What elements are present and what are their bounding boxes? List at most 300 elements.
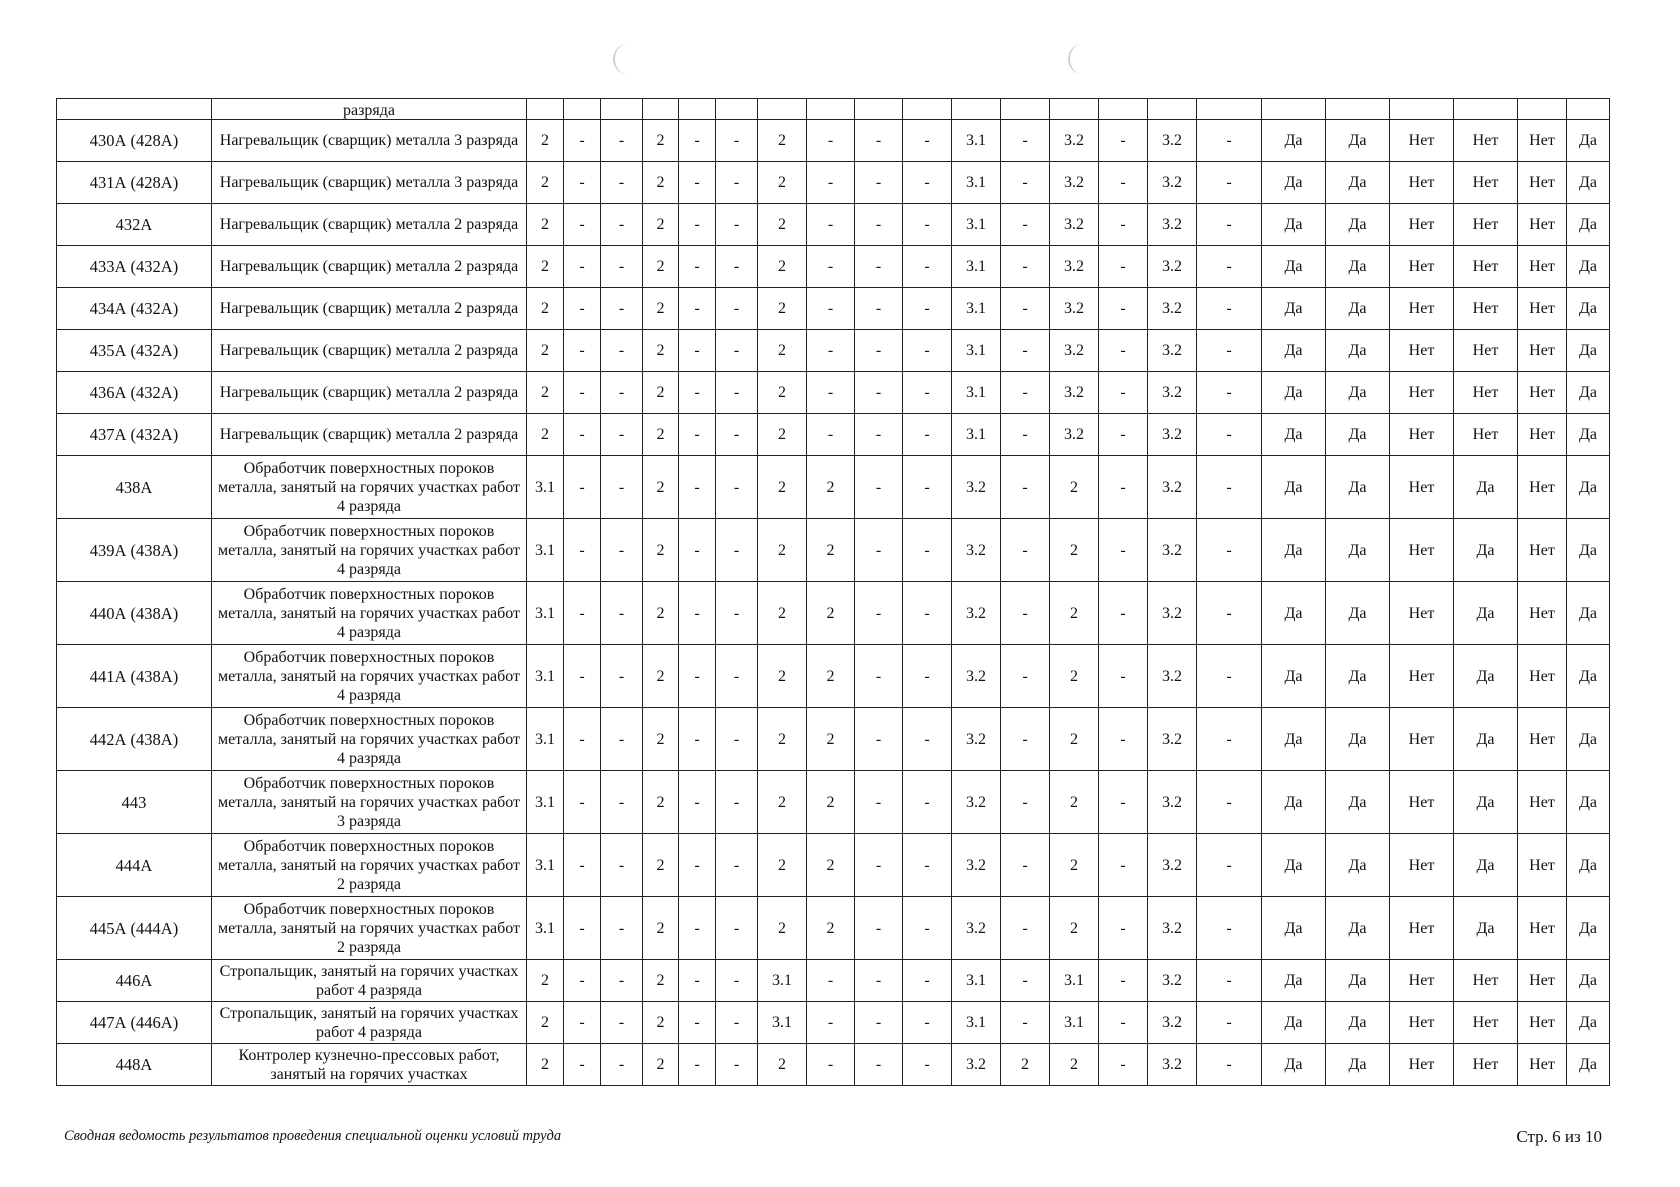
result-cell: 3.1: [527, 771, 564, 834]
result-cell: Нет: [1518, 372, 1567, 414]
result-cell: -: [903, 708, 952, 771]
result-cell: Да: [1567, 330, 1610, 372]
result-cell: Да: [1262, 204, 1326, 246]
result-cell: -: [679, 771, 716, 834]
result-cell: Нет: [1390, 645, 1454, 708]
result-cell: -: [716, 897, 758, 960]
result-cell: 3.1: [758, 1002, 807, 1044]
result-cell: -: [1099, 120, 1148, 162]
result-cell: -: [601, 330, 643, 372]
result-cell: -: [564, 897, 601, 960]
result-cell: 3.1: [952, 330, 1001, 372]
result-cell: Да: [1326, 519, 1390, 582]
result-cell: Да: [1326, 645, 1390, 708]
result-cell: -: [1197, 897, 1262, 960]
result-cell: [952, 99, 1001, 120]
result-cell: 3.2: [1050, 120, 1099, 162]
result-cell: -: [1001, 414, 1050, 456]
result-cell: Да: [1326, 1044, 1390, 1086]
result-cell: [1390, 99, 1454, 120]
result-cell: Да: [1326, 771, 1390, 834]
result-cell: -: [903, 120, 952, 162]
result-cell: 2: [527, 414, 564, 456]
result-cell: -: [601, 645, 643, 708]
result-cell: -: [855, 414, 903, 456]
result-cell: 2: [527, 204, 564, 246]
result-cell: 3.2: [952, 645, 1001, 708]
result-cell: -: [679, 708, 716, 771]
result-cell: [1050, 99, 1099, 120]
result-cell: -: [1001, 288, 1050, 330]
result-cell: Нет: [1454, 414, 1518, 456]
result-cell: -: [807, 246, 855, 288]
result-cell: 2: [527, 162, 564, 204]
result-cell: -: [1001, 645, 1050, 708]
result-cell: Нет: [1518, 1044, 1567, 1086]
result-cell: Да: [1454, 897, 1518, 960]
result-cell: -: [716, 645, 758, 708]
result-cell: -: [564, 246, 601, 288]
result-cell: 3.2: [1148, 834, 1197, 897]
result-cell: -: [716, 771, 758, 834]
result-cell: 2: [758, 162, 807, 204]
result-cell: Нет: [1518, 834, 1567, 897]
result-cell: -: [601, 204, 643, 246]
result-cell: -: [679, 414, 716, 456]
result-cell: 2: [643, 414, 679, 456]
result-cell: Нет: [1518, 120, 1567, 162]
result-cell: 2: [807, 456, 855, 519]
result-cell: 3.2: [1050, 330, 1099, 372]
result-cell: -: [679, 330, 716, 372]
workplace-id: 431А (428А): [57, 162, 212, 204]
result-cell: 2: [1050, 519, 1099, 582]
result-cell: 3.1: [952, 120, 1001, 162]
result-cell: 3.2: [1148, 1002, 1197, 1044]
result-cell: Да: [1262, 414, 1326, 456]
result-cell: 3.2: [952, 519, 1001, 582]
result-cell: -: [1099, 456, 1148, 519]
table-row: [57, 582, 1610, 645]
result-cell: -: [564, 1002, 601, 1044]
result-cell: Нет: [1518, 582, 1567, 645]
result-cell: -: [903, 645, 952, 708]
result-cell: -: [855, 897, 903, 960]
result-cell: 2: [527, 330, 564, 372]
result-cell: -: [1197, 162, 1262, 204]
result-cell: 3.2: [1148, 1044, 1197, 1086]
result-cell: Да: [1567, 960, 1610, 1002]
result-cell: -: [903, 519, 952, 582]
result-cell: -: [1001, 1002, 1050, 1044]
result-cell: -: [1001, 834, 1050, 897]
result-cell: 3.2: [1148, 246, 1197, 288]
table-row: [57, 414, 1610, 456]
table-row: [57, 834, 1610, 897]
table-row: [57, 1044, 1610, 1086]
result-cell: 2: [807, 771, 855, 834]
result-cell: 3.2: [1050, 204, 1099, 246]
result-cell: 2: [643, 960, 679, 1002]
result-cell: -: [1197, 204, 1262, 246]
result-cell: Да: [1262, 1044, 1326, 1086]
result-cell: -: [1099, 645, 1148, 708]
result-cell: 3.1: [952, 288, 1001, 330]
result-cell: Нет: [1454, 330, 1518, 372]
result-cell: -: [601, 372, 643, 414]
result-cell: Да: [1262, 771, 1326, 834]
result-cell: -: [807, 120, 855, 162]
workplace-id: 438А: [57, 456, 212, 519]
result-cell: 2: [758, 1044, 807, 1086]
result-cell: -: [1099, 372, 1148, 414]
result-cell: -: [679, 162, 716, 204]
result-cell: Нет: [1518, 1002, 1567, 1044]
table-row: [57, 99, 1610, 120]
result-cell: -: [1197, 960, 1262, 1002]
result-cell: -: [1197, 330, 1262, 372]
result-cell: [1148, 99, 1197, 120]
result-cell: 2: [643, 708, 679, 771]
result-cell: -: [601, 456, 643, 519]
result-cell: Нет: [1390, 372, 1454, 414]
result-cell: -: [855, 708, 903, 771]
result-cell: 2: [643, 330, 679, 372]
result-cell: 3.2: [1148, 771, 1197, 834]
position-name: Обработчик поверхностных пороков металла, занятый на горячих участках работ 4 разряда: [212, 645, 527, 708]
result-cell: [527, 99, 564, 120]
result-cell: Нет: [1454, 960, 1518, 1002]
result-cell: 2: [807, 582, 855, 645]
result-cell: -: [903, 897, 952, 960]
result-cell: -: [716, 456, 758, 519]
result-cell: -: [1197, 519, 1262, 582]
workplace-id: [57, 99, 212, 120]
result-cell: -: [1197, 771, 1262, 834]
result-cell: Да: [1262, 834, 1326, 897]
result-cell: -: [855, 330, 903, 372]
result-cell: Нет: [1390, 246, 1454, 288]
result-cell: -: [855, 1002, 903, 1044]
result-cell: Да: [1262, 372, 1326, 414]
result-cell: -: [903, 414, 952, 456]
result-cell: 3.2: [1050, 414, 1099, 456]
result-cell: -: [601, 834, 643, 897]
result-cell: -: [564, 120, 601, 162]
result-cell: 2: [758, 372, 807, 414]
result-cell: -: [1099, 246, 1148, 288]
result-cell: -: [1001, 204, 1050, 246]
result-cell: -: [564, 204, 601, 246]
result-cell: -: [679, 1044, 716, 1086]
result-cell: -: [807, 204, 855, 246]
result-cell: Да: [1567, 582, 1610, 645]
result-cell: Нет: [1518, 246, 1567, 288]
result-cell: -: [1001, 120, 1050, 162]
result-cell: -: [1197, 414, 1262, 456]
table-row: [57, 519, 1610, 582]
result-cell: -: [564, 645, 601, 708]
result-cell: 3.2: [1050, 372, 1099, 414]
result-cell: Нет: [1454, 204, 1518, 246]
workplace-id: 440А (438А): [57, 582, 212, 645]
result-cell: 3.2: [1148, 414, 1197, 456]
result-cell: 3.2: [952, 897, 1001, 960]
result-cell: -: [679, 960, 716, 1002]
document-caption: Сводная ведомость результатов проведения специальной оценки условий труда: [64, 1128, 562, 1144]
result-cell: 2: [807, 645, 855, 708]
result-cell: 2: [643, 645, 679, 708]
result-cell: Нет: [1454, 246, 1518, 288]
result-cell: [807, 99, 855, 120]
workplace-id: 442А (438А): [57, 708, 212, 771]
result-cell: -: [1099, 519, 1148, 582]
table-row: [57, 1002, 1610, 1044]
result-cell: -: [1099, 1002, 1148, 1044]
result-cell: -: [855, 246, 903, 288]
result-cell: 3.2: [1050, 162, 1099, 204]
table-row: [57, 330, 1610, 372]
result-cell: -: [679, 1002, 716, 1044]
workplace-id: 436А (432А): [57, 372, 212, 414]
result-cell: [643, 99, 679, 120]
result-cell: Да: [1567, 120, 1610, 162]
page-number: Стр. 6 из 10: [1516, 1127, 1602, 1146]
result-cell: Нет: [1454, 120, 1518, 162]
result-cell: 3.2: [1148, 204, 1197, 246]
result-cell: -: [1001, 519, 1050, 582]
result-cell: Нет: [1518, 204, 1567, 246]
result-cell: -: [1197, 246, 1262, 288]
result-cell: [716, 99, 758, 120]
result-cell: 2: [758, 834, 807, 897]
position-name: Нагревальщик (сварщик) металла 2 разряда: [212, 204, 527, 246]
result-cell: 3.2: [952, 456, 1001, 519]
result-cell: Да: [1326, 372, 1390, 414]
workplace-id: 432А: [57, 204, 212, 246]
result-cell: -: [564, 1044, 601, 1086]
result-cell: 2: [643, 120, 679, 162]
result-cell: 3.2: [1148, 960, 1197, 1002]
result-cell: Нет: [1518, 288, 1567, 330]
result-cell: Да: [1567, 1002, 1610, 1044]
result-cell: [855, 99, 903, 120]
result-cell: -: [903, 771, 952, 834]
result-cell: Нет: [1518, 456, 1567, 519]
result-cell: 3.1: [952, 960, 1001, 1002]
result-cell: -: [564, 519, 601, 582]
result-cell: -: [1001, 330, 1050, 372]
result-cell: [1197, 99, 1262, 120]
result-cell: 2: [807, 519, 855, 582]
result-cell: 2: [1050, 834, 1099, 897]
result-cell: Да: [1454, 645, 1518, 708]
result-cell: -: [1197, 582, 1262, 645]
result-cell: -: [855, 120, 903, 162]
result-cell: 3.2: [1148, 330, 1197, 372]
result-cell: -: [855, 519, 903, 582]
result-cell: -: [564, 834, 601, 897]
result-cell: -: [1197, 288, 1262, 330]
result-cell: 2: [527, 288, 564, 330]
result-cell: [1326, 99, 1390, 120]
result-cell: 2: [527, 246, 564, 288]
table-row: [57, 708, 1610, 771]
result-cell: 3.1: [527, 834, 564, 897]
result-cell: Да: [1567, 708, 1610, 771]
result-cell: -: [903, 960, 952, 1002]
workplace-id: 446А: [57, 960, 212, 1002]
result-cell: Нет: [1518, 519, 1567, 582]
result-cell: Да: [1262, 246, 1326, 288]
result-cell: Нет: [1390, 120, 1454, 162]
result-cell: [758, 99, 807, 120]
result-cell: 3.1: [952, 1002, 1001, 1044]
result-cell: 3.1: [527, 708, 564, 771]
result-cell: -: [564, 162, 601, 204]
result-cell: -: [679, 897, 716, 960]
result-cell: -: [855, 834, 903, 897]
result-cell: Да: [1454, 519, 1518, 582]
result-cell: -: [716, 330, 758, 372]
position-name: Обработчик поверхностных пороков металла, занятый на горячих участках работ 4 разряда: [212, 456, 527, 519]
punch-hole-mark-right: [1068, 44, 1096, 74]
result-cell: 2: [1050, 456, 1099, 519]
result-cell: -: [1099, 897, 1148, 960]
result-cell: -: [1099, 708, 1148, 771]
result-cell: Да: [1326, 204, 1390, 246]
result-cell: -: [855, 582, 903, 645]
result-cell: -: [855, 771, 903, 834]
table-row: [57, 204, 1610, 246]
result-cell: -: [601, 897, 643, 960]
result-cell: 3.1: [527, 456, 564, 519]
result-cell: Да: [1326, 288, 1390, 330]
result-cell: -: [807, 288, 855, 330]
result-cell: -: [903, 204, 952, 246]
result-cell: -: [807, 414, 855, 456]
result-cell: Да: [1262, 162, 1326, 204]
workplace-id: 444А: [57, 834, 212, 897]
result-cell: Нет: [1390, 960, 1454, 1002]
result-cell: Нет: [1518, 330, 1567, 372]
result-cell: 2: [643, 372, 679, 414]
table-row: [57, 246, 1610, 288]
result-cell: -: [716, 246, 758, 288]
result-cell: Да: [1262, 288, 1326, 330]
position-name: Обработчик поверхностных пороков металла, занятый на горячих участках работ 2 разряда: [212, 834, 527, 897]
result-cell: Да: [1454, 582, 1518, 645]
result-cell: 2: [1050, 771, 1099, 834]
result-cell: [564, 99, 601, 120]
result-cell: Да: [1567, 834, 1610, 897]
result-cell: -: [1197, 834, 1262, 897]
result-cell: Да: [1326, 414, 1390, 456]
result-cell: Нет: [1454, 1002, 1518, 1044]
table-row: [57, 771, 1610, 834]
result-cell: 2: [758, 204, 807, 246]
result-cell: -: [564, 771, 601, 834]
result-cell: Нет: [1454, 1044, 1518, 1086]
result-cell: -: [1197, 645, 1262, 708]
result-cell: Нет: [1390, 414, 1454, 456]
result-cell: 3.2: [1148, 645, 1197, 708]
result-cell: -: [807, 330, 855, 372]
result-cell: -: [1001, 708, 1050, 771]
result-cell: Нет: [1390, 162, 1454, 204]
result-cell: -: [1001, 456, 1050, 519]
result-cell: Да: [1567, 372, 1610, 414]
result-cell: -: [716, 708, 758, 771]
result-cell: -: [1099, 330, 1148, 372]
result-cell: -: [601, 708, 643, 771]
result-cell: -: [1197, 708, 1262, 771]
result-cell: -: [601, 414, 643, 456]
result-cell: 2: [758, 288, 807, 330]
result-cell: -: [855, 372, 903, 414]
result-cell: -: [1197, 372, 1262, 414]
result-cell: -: [855, 204, 903, 246]
result-cell: Да: [1567, 645, 1610, 708]
result-cell: Нет: [1390, 582, 1454, 645]
result-cell: Нет: [1390, 1002, 1454, 1044]
result-cell: -: [1099, 162, 1148, 204]
result-cell: -: [716, 960, 758, 1002]
result-cell: 3.1: [758, 960, 807, 1002]
result-cell: 3.2: [1148, 456, 1197, 519]
position-name: разряда: [212, 99, 527, 120]
result-cell: Да: [1567, 246, 1610, 288]
result-cell: Нет: [1390, 708, 1454, 771]
result-cell: Да: [1454, 834, 1518, 897]
result-cell: -: [1197, 120, 1262, 162]
result-cell: Да: [1262, 120, 1326, 162]
result-cell: 2: [527, 960, 564, 1002]
result-cell: -: [903, 582, 952, 645]
result-cell: -: [903, 162, 952, 204]
result-cell: Да: [1326, 897, 1390, 960]
result-cell: Да: [1454, 456, 1518, 519]
result-cell: 2: [758, 771, 807, 834]
result-cell: -: [601, 582, 643, 645]
result-cell: Да: [1567, 288, 1610, 330]
workplace-id: 447А (446А): [57, 1002, 212, 1044]
result-cell: Да: [1326, 708, 1390, 771]
result-cell: -: [1001, 372, 1050, 414]
result-cell: [1518, 99, 1567, 120]
result-cell: -: [716, 582, 758, 645]
result-cell: -: [679, 582, 716, 645]
position-name: Нагревальщик (сварщик) металла 2 разряда: [212, 246, 527, 288]
result-cell: Нет: [1390, 834, 1454, 897]
result-cell: -: [855, 1044, 903, 1086]
result-cell: [1262, 99, 1326, 120]
result-cell: 2: [758, 330, 807, 372]
result-cell: Нет: [1454, 288, 1518, 330]
result-cell: [601, 99, 643, 120]
result-cell: 3.1: [1050, 1002, 1099, 1044]
result-cell: -: [1099, 1044, 1148, 1086]
result-cell: -: [679, 372, 716, 414]
result-cell: Нет: [1390, 897, 1454, 960]
result-cell: -: [679, 120, 716, 162]
position-name: Нагревальщик (сварщик) металла 3 разряда: [212, 120, 527, 162]
result-cell: -: [716, 288, 758, 330]
assessment-results-table: [56, 98, 1610, 1086]
table-row: [57, 288, 1610, 330]
result-cell: Нет: [1390, 288, 1454, 330]
result-cell: Нет: [1390, 1044, 1454, 1086]
